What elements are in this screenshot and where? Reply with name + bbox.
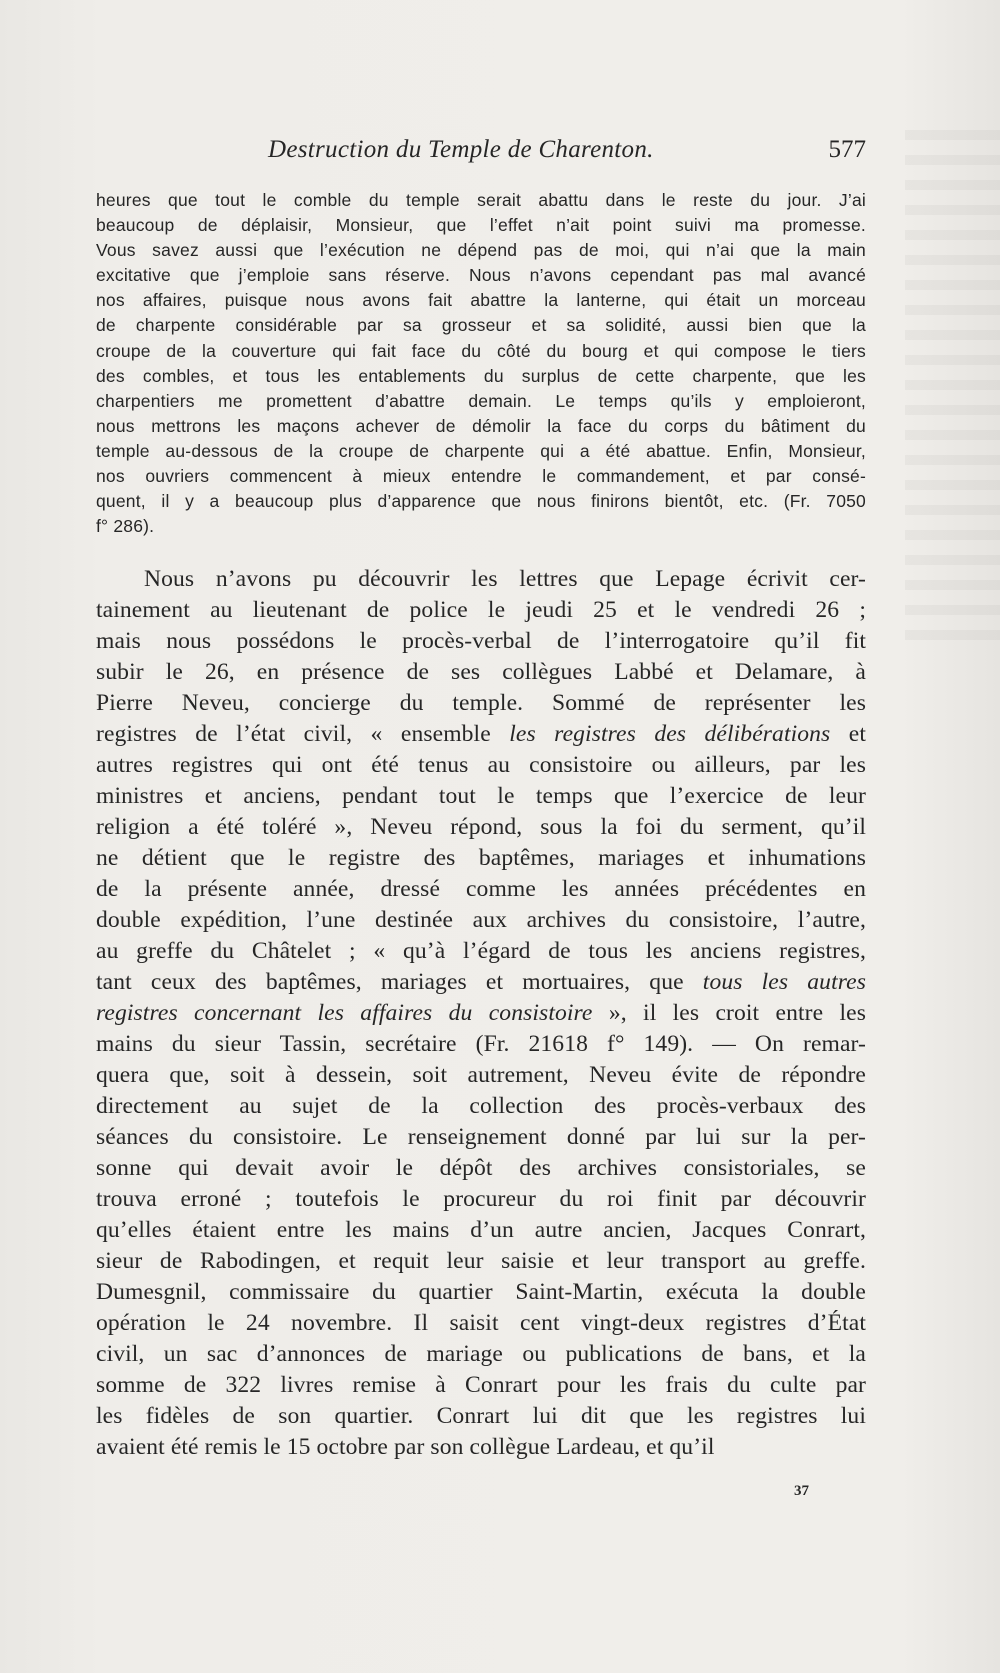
text-line	[96, 339, 866, 364]
text-line	[96, 364, 866, 389]
text-line	[96, 626, 866, 657]
text-line	[96, 1153, 866, 1184]
text-line	[96, 657, 866, 688]
line-text: nous mettrons les maçons achever de démolir la face du corps du bâtiment du	[96, 415, 866, 436]
text-line	[96, 1091, 866, 1122]
italic-text: tous les autres	[702, 969, 866, 995]
line-text: croupe de la couverture qui fait face du côté du bourg et qui compose le tiers	[96, 340, 866, 361]
line-text: mais nous possédons le procès-verbal de l’interrogatoire qu’il fit	[96, 628, 866, 654]
line-text: Vous savez aussi que l’exécution ne dépend pas de moi, qui n’ai que la main	[96, 240, 866, 261]
text-line	[96, 414, 866, 439]
line-text: civil, un sac d’annonces de mariage ou publications de bans, et la	[96, 1341, 866, 1367]
line-text: registres de l’état civil, « ensemble	[96, 721, 510, 747]
running-header	[96, 136, 866, 170]
line-text: ministres et anciens, pendant tout le temps que l’exercice de leur	[96, 783, 866, 809]
text-line	[96, 719, 866, 750]
line-text: f° 286).	[96, 516, 155, 537]
line-text: des combles, et tous les entablements du surplus de cette charpente, que les	[96, 365, 866, 386]
line-text: nos affaires, puisque nous avons fait abattre la lanterne, qui était un morceau	[96, 290, 866, 311]
text-line	[96, 464, 866, 489]
text-line	[96, 489, 866, 514]
text-line	[96, 1029, 866, 1060]
line-text: de la présente année, dressé comme les années précédentes en	[96, 876, 866, 902]
main-paragraph	[96, 564, 866, 1463]
text-line	[96, 688, 866, 719]
show-through-text	[905, 130, 1000, 650]
line-text: séances du consistoire. Le renseignement donné par lui sur la per-	[96, 1124, 866, 1150]
line-text: les fidèles de son quartier. Conrart lui dit que les registres lui	[96, 1403, 866, 1429]
text-line	[96, 1432, 866, 1463]
running-title: Destruction du Temple de Charenton.	[268, 136, 654, 163]
line-text: temple au-dessous de la croupe de charpente qui a été abattue. Enfin, Monsieur,	[96, 440, 866, 461]
line-text: Pierre Neveu, concierge du temple. Sommé de représenter les	[96, 690, 866, 716]
text-line	[96, 263, 866, 288]
text-line	[96, 1339, 866, 1370]
text-line	[96, 781, 866, 812]
text-line	[96, 389, 866, 414]
page-number: 577	[828, 136, 866, 163]
text-line	[96, 1246, 866, 1277]
text-line	[96, 238, 866, 263]
line-text: quent, il y a beaucoup plus d’apparence que nous finirons bientôt, etc. (Fr. 7050	[96, 491, 866, 512]
line-text: Nous n’avons pu découvrir les lettres que Lepage écrivit cer-	[144, 566, 866, 592]
text-line	[96, 1277, 866, 1308]
line-text: quera que, soit à dessein, soit autrement, Neveu évite de répondre	[96, 1062, 866, 1088]
text-line	[96, 1184, 866, 1215]
line-text: autres registres qui ont été tenus au consistoire ou ailleurs, par les	[96, 752, 866, 778]
line-text: subir le 26, en présence de ses collègues Labbé et Delamare, à	[96, 659, 866, 685]
text-line	[96, 313, 866, 338]
text-line	[96, 1308, 866, 1339]
line-text: opération le 24 novembre. Il saisit cent vingt-deux registres d’État	[96, 1310, 866, 1336]
italic-text: les registres des délibérations	[509, 721, 831, 747]
text-line	[96, 1122, 866, 1153]
text-line	[96, 1401, 866, 1432]
text-line	[96, 1370, 866, 1401]
line-text: sonne qui devait avoir le dépôt des archives consistoriales, se	[96, 1155, 866, 1181]
text-line	[96, 998, 866, 1029]
text-line	[96, 967, 866, 998]
line-text: avaient été remis le 15 octobre par son collègue Lardeau, et qu’il	[96, 1434, 715, 1460]
text-line	[96, 750, 866, 781]
italic-text: registres concernant les affaires du consistoire	[96, 1000, 593, 1026]
line-text: sieur de Rabodingen, et requit leur saisie et leur transport au greffe.	[96, 1248, 866, 1274]
text-line	[96, 874, 866, 905]
text-line	[96, 213, 866, 238]
text-line	[96, 936, 866, 967]
line-text: charpentiers me promettent d’abattre demain. Le temps qu’ils y emploieront,	[96, 390, 866, 411]
text-line	[96, 843, 866, 874]
line-text: somme de 322 livres remise à Conrart pour les frais du culte par	[96, 1372, 866, 1398]
line-text: religion a été toléré », Neveu répond, sous la foi du serment, qu’il	[96, 814, 866, 840]
line-text: directement au sujet de la collection des procès-verbaux des	[96, 1093, 866, 1119]
text-line	[96, 905, 866, 936]
text-line	[96, 595, 866, 626]
text-line	[96, 439, 866, 464]
line-text: au greffe du Châtelet ; « qu’à l’égard de tous les anciens registres,	[96, 938, 866, 964]
line-text: Dumesgnil, commissaire du quartier Saint-Martin, exécuta la double	[96, 1279, 866, 1305]
line-text: double expédition, l’une destinée aux archives du consistoire, l’autre,	[96, 907, 866, 933]
text-line	[96, 188, 866, 213]
line-text: et	[830, 721, 866, 747]
line-text: de charpente considérable par sa grosseur et sa solidité, aussi bien que la	[96, 315, 866, 336]
text-line	[96, 1060, 866, 1091]
line-text: mains du sieur Tassin, secrétaire (Fr. 21618 f° 149). — On remar-	[96, 1031, 866, 1057]
line-text: tainement au lieutenant de police le jeudi 25 et le vendredi 26 ;	[96, 597, 866, 623]
text-line	[96, 564, 866, 595]
text-line	[96, 514, 866, 539]
line-text: nos ouvriers commencent à mieux entendre le commandement, et par consé-	[96, 466, 866, 487]
line-text: », il les croit entre les	[592, 1000, 866, 1026]
line-text: heures que tout le comble du temple serait abattu dans le reste du jour. J’ai	[96, 190, 866, 210]
text-line	[96, 288, 866, 313]
signature-mark: 37	[794, 1483, 809, 1499]
line-text: tant ceux des baptêmes, mariages et mortuaires, que	[96, 969, 703, 995]
line-text: excitative que j’emploie sans réserve. Nous n’avons cependant pas mal avancé	[96, 265, 866, 286]
line-text: beaucoup de déplaisir, Monsieur, que l’effet n’ait point suivi ma promesse.	[96, 215, 866, 236]
quoted-letter	[96, 188, 866, 539]
line-text: trouva erroné ; toutefois le procureur du roi finit par découvrir	[96, 1186, 866, 1212]
line-text: ne détient que le registre des baptêmes, mariages et inhumations	[96, 845, 866, 871]
text-line	[96, 812, 866, 843]
text-line	[96, 1215, 866, 1246]
line-text: qu’elles étaient entre les mains d’un autre ancien, Jacques Conrart,	[96, 1217, 866, 1243]
